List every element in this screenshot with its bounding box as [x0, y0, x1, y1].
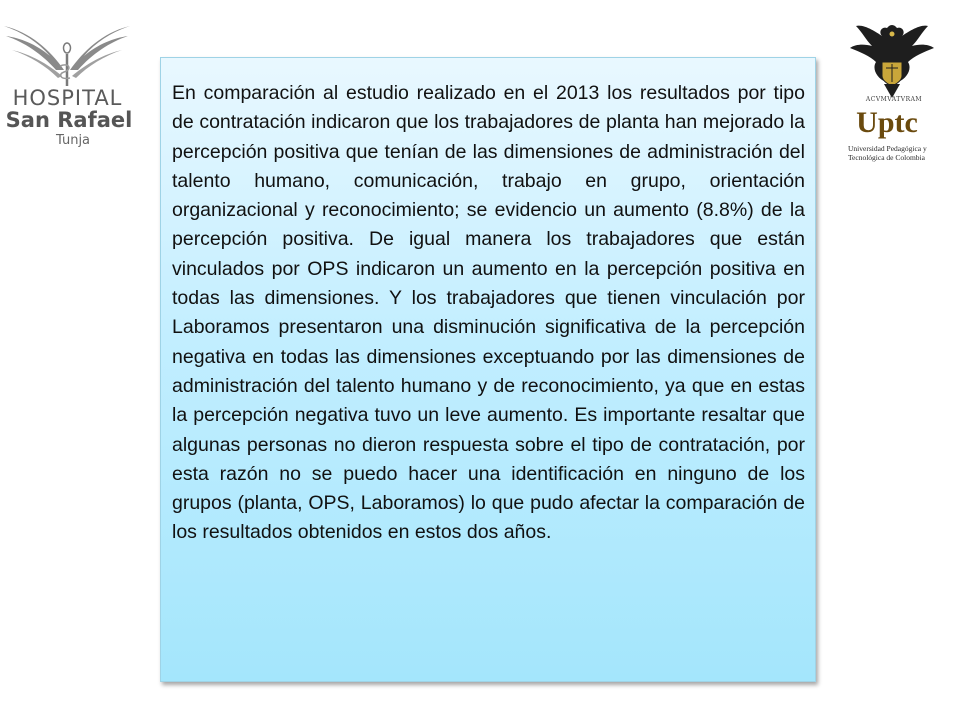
hospital-city: Tunja [56, 133, 91, 148]
hospital-name-line2: San Rafael [5, 108, 133, 132]
eagle-crest-icon [842, 22, 942, 102]
content-text-box [160, 57, 816, 682]
uptc-logo [842, 22, 942, 172]
uptc-name-line1: Universidad Pedagógica y [848, 144, 927, 153]
hospital-name-line1: HOSPITAL [12, 86, 123, 110]
body-paragraph: En comparación al estudio realizado en el 2013 los resultados por tipo de contratación indicaron que los trabajadores de planta han mejorado la percepción positiva que tenían de las dimensiones de administración del talento humano, comunicación, trabajo en grupo, orientación organizacional y reconocimiento; se evidencio un aumento (8.8%) de la percepción positiva. De igual manera los trabajadores que están vinculados por OPS indicaron un aumento en la percepción positiva en todas las dimensiones. Y los trabajadores que tienen vinculación por Laboramos presentaron una disminución significativa de la percepción negativa en todas las dimensiones exceptuando por las dimensiones de administración del talento humano y de reconocimiento, ya que en estas la percepción negativa tuvo un leve aumento. Es importante resaltar que algunas personas no dieron respuesta sobre el tipo de contratación, por esta razón no se puedo hacer una identificación en ninguno de los grupos (planta, OPS, Laboramos) lo que pudo afectar la comparación de los resultados obtenidos en estos dos años. [172, 82, 805, 544]
uptc-name-line2: Tecnológica de Colombia [848, 153, 925, 162]
hospital-logo [0, 10, 135, 160]
uptc-motto: ACVMVATVRAM [865, 96, 923, 103]
uptc-acronym: Uptc [856, 106, 918, 139]
winged-emblem-icon [0, 10, 135, 90]
uptc-full-name [848, 144, 948, 162]
